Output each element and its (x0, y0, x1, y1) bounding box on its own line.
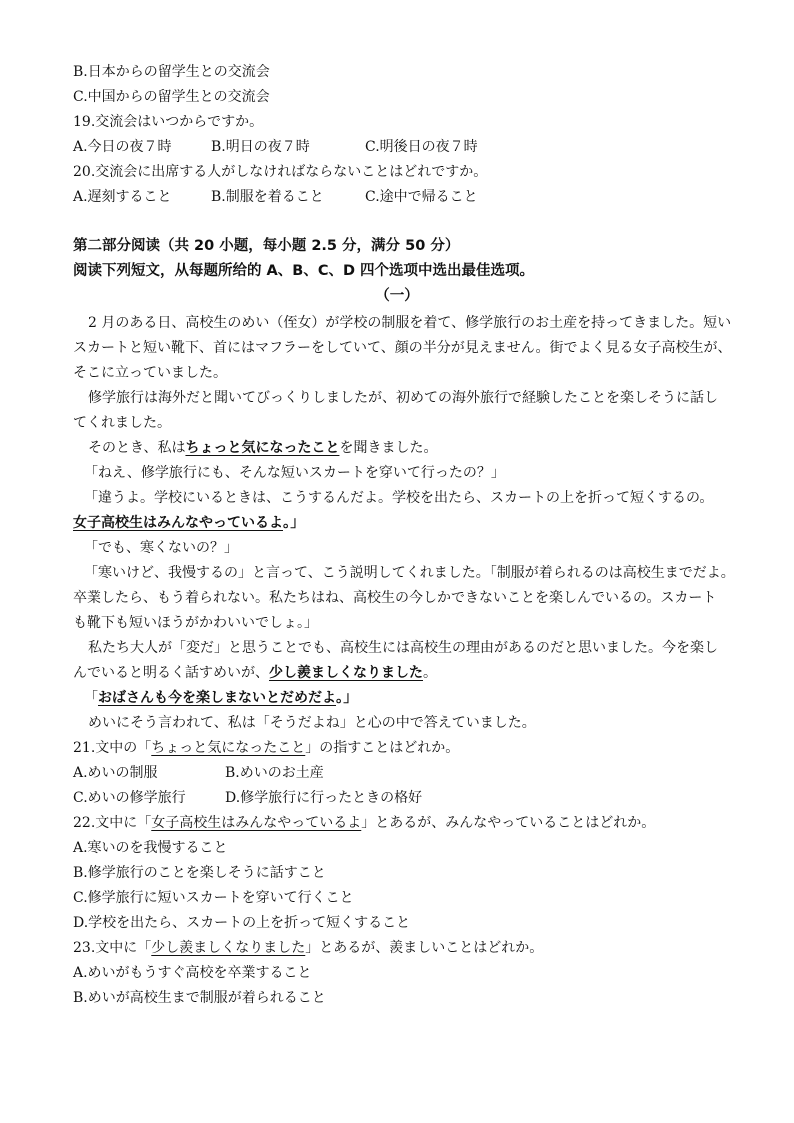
question-text: 」の指すことはどれか。 (305, 740, 460, 756)
underlined-phrase: おばさんも今を楽しまないとだめだよ (98, 690, 336, 706)
passage-text: んでいると明るく話すめいが、 (73, 665, 269, 681)
q22-option-c: C.修学旅行に短いスカートを穿いて行くこと (73, 890, 354, 906)
q23-option-a: A.めいがもうすぐ高校を卒業すること (73, 965, 312, 981)
dialogue-line (73, 511, 733, 536)
q20-options (73, 185, 733, 210)
passage-text: 「 (84, 690, 98, 706)
q22-option-a: A.寒いのを我慢すること (73, 840, 228, 856)
question-text: 」とあるが、みんなやっていることはどれか。 (361, 815, 656, 831)
dialogue-line (84, 686, 744, 711)
question-text: 22.文中に「 (73, 815, 152, 831)
q20-option-c: C.途中で帰ること (365, 189, 478, 205)
passage-line: も靴下も短いほうがかわいいでしょ。」 (73, 615, 318, 631)
dialogue-line: 「寒いけど、我慢するの」と言って、こう説明してくれました。「制服が着られるのは高校生までだよ。 (84, 565, 735, 581)
passage-line (88, 436, 748, 461)
passage-text: を聞きました。 (339, 440, 438, 456)
underlined-phrase: 女子高校生はみんなやっているよ (73, 515, 283, 531)
underlined-phrase: 女子高校生はみんなやっているよ (151, 815, 362, 831)
underlined-phrase: ちょっと気になったこと (151, 740, 306, 756)
q19-options (73, 135, 733, 160)
passage-text: 。」 (283, 515, 305, 531)
section-title: 第二部分阅读（共 20 小题，每小题 2.5 分，满分 50 分） (73, 238, 460, 254)
passage-text: 。 (423, 665, 437, 681)
question-text: 23.文中に「 (73, 940, 152, 956)
q23-option-b: B.めいが高校生まで制服が着られること (73, 990, 326, 1006)
q21-options-row2 (73, 786, 733, 811)
q21-option-c: C.めいの修学旅行 (73, 790, 186, 806)
q21-option-a: A.めいの制服 (73, 765, 158, 781)
passage-line: 2 月のある日、高校生のめい（侄女）が学校の制服を着て、修学旅行のお土産を持ってきました。短い (88, 315, 732, 331)
passage-line (73, 661, 733, 686)
underlined-phrase: 少し羨ましくなりました (151, 940, 306, 956)
q20-question: 20.交流会に出席する人がしなければならないことはどれですか。 (73, 164, 488, 180)
q22-option-b: B.修学旅行のことを楽しそうに話すこと (73, 865, 326, 881)
underlined-phrase: 少し羨ましくなりました (269, 665, 423, 681)
q19-option-b: B.明日の夜７時 (211, 139, 310, 155)
q23-question (73, 936, 733, 961)
q21-question (73, 736, 733, 761)
q19-option-c: C.明後日の夜７時 (365, 139, 478, 155)
q21-option-b: B.めいのお土産 (225, 765, 324, 781)
q21-options-row1 (73, 761, 733, 786)
section-instruction: 阅读下列短文，从每题所给的 A、B、C、D 四个选项中选出最佳选项。 (73, 263, 535, 279)
passage-text: そのとき、私は (88, 440, 186, 456)
passage-line: そこに立っていました。 (73, 365, 227, 381)
q19-option-a: A.今日の夜７時 (73, 139, 172, 155)
q18-option-b: B.日本からの留学生との交流会 (73, 64, 270, 80)
question-text: 」とあるが、羨ましいことはどれか。 (305, 940, 544, 956)
q20-option-a: A.遅刻すること (73, 189, 172, 205)
q19-question: 19.交流会はいつからですか。 (73, 114, 264, 130)
underlined-phrase: ちょっと気になったこと (185, 440, 340, 456)
q20-option-b: B.制服を着ること (211, 189, 324, 205)
q18-option-c: C.中国からの留学生との交流会 (73, 89, 270, 105)
q22-option-d: D.学校を出たら、スカートの上を折って短くすること (73, 915, 411, 931)
passage-line: 修学旅行は海外だと聞いてびっくりしましたが、初めての海外旅行で経験したことを楽しそうに話し (88, 390, 718, 406)
passage-line: てくれました。 (73, 415, 171, 431)
dialogue-line: 「でも、寒くないの？」 (84, 540, 238, 556)
q22-question (73, 811, 733, 836)
passage-line: 卒業したら、もう着られない。私たちはね、高校生の今しかできないことを楽しんでいるの。スカート (73, 590, 717, 606)
passage-line: めいにそう言われて、私は「そうだよね」と心の中で答えていました。 (88, 715, 536, 731)
passage-line: 私たち大人が「変だ」と思うことでも、高校生には高校生の理由があるのだと思いました。今を楽し (88, 640, 718, 656)
question-text: 21.文中の「 (73, 740, 152, 756)
part-heading: （一） (375, 288, 419, 304)
dialogue-line: 「違うよ。学校にいるときは、こうするんだよ。学校を出たら、スカートの上を折って短くするの。 (84, 490, 714, 506)
passage-line: スカートと短い靴下、首にはマフラーをしていて、顔の半分が見えません。街でよく見る女子高校生が、 (73, 340, 732, 356)
passage-text: 。」 (336, 690, 358, 706)
q21-option-d: D.修学旅行に行ったときの格好 (225, 790, 423, 806)
dialogue-line: 「ねえ、修学旅行にも、そんな短いスカートを穿いて行ったの？」 (84, 465, 505, 481)
